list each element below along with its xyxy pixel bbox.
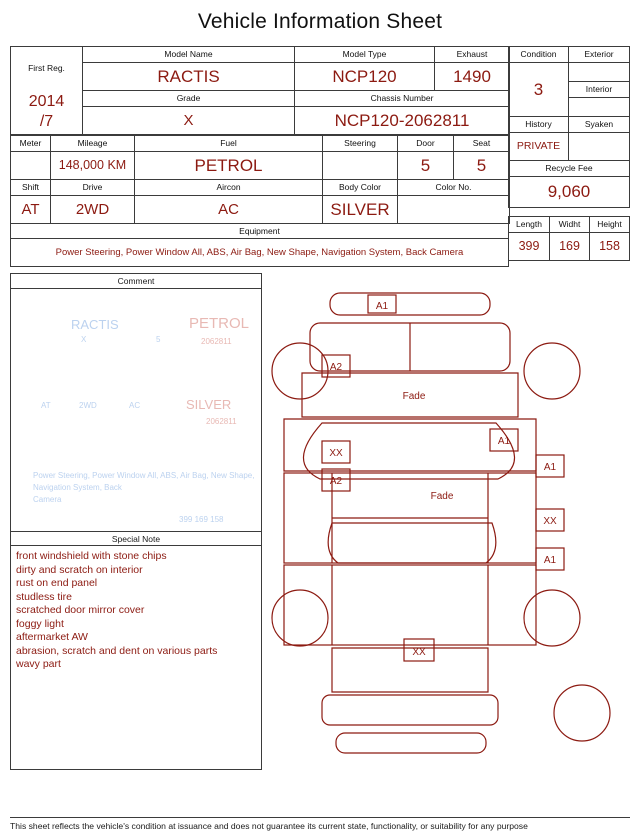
value-color-no: [398, 196, 510, 224]
comment-panel: [10, 273, 262, 770]
table-row: [11, 47, 510, 63]
list-item: foggy light: [16, 617, 64, 630]
equipment-table: [10, 223, 509, 267]
label-interior: Interior: [569, 82, 630, 98]
table-row: [11, 63, 510, 91]
label-history: History: [509, 117, 569, 133]
label-first-reg: First Reg.: [11, 47, 83, 91]
label-door: Door: [398, 136, 454, 152]
vehicle-details-right: [509, 46, 630, 261]
value-first-reg: [11, 91, 83, 135]
watermark-text: 2062811: [206, 417, 237, 426]
label-exterior: Exterior: [569, 47, 630, 63]
value-door: 5: [398, 152, 454, 180]
label-steering: Steering: [323, 136, 398, 152]
wheel-rear-right: [524, 590, 580, 646]
table-row: [509, 63, 630, 82]
diagram-mark-label: A1: [543, 462, 557, 473]
watermark-text: RACTIS: [71, 317, 119, 332]
vehicle-details-left: [10, 46, 509, 267]
watermark-text: 2WD: [79, 401, 97, 410]
rear-cabin-shape: [328, 523, 496, 563]
label-special-note: Special Note: [11, 531, 261, 546]
value-recycle-fee: 9,060: [509, 177, 630, 208]
watermark-text: 5: [156, 335, 161, 344]
value-exterior: [569, 63, 630, 82]
rear-lower-shape: [336, 733, 486, 753]
value-seat: 5: [454, 152, 510, 180]
wheel-front-right: [524, 343, 580, 399]
label-syaken: Syaken: [569, 117, 630, 133]
table-row: [509, 133, 630, 161]
diagram-mark-label: A2: [329, 476, 343, 487]
table-row: [11, 180, 510, 196]
label-fuel: Fuel: [135, 136, 323, 152]
table-row: [509, 47, 630, 63]
value-model-type: NCP120: [295, 63, 435, 91]
label-mileage: Mileage: [51, 136, 135, 152]
diagram-mark-label: Fade: [430, 491, 454, 502]
watermark-text: Power Steering, Power Window All, ABS, Air Bag, New Shape,: [33, 471, 255, 480]
list-item: rust on end panel: [16, 577, 98, 589]
body-lower-shape: [284, 565, 536, 645]
value-meter: [11, 152, 51, 180]
value-exhaust: 1490: [435, 63, 510, 91]
label-drive: Drive: [51, 180, 135, 196]
rear-bumper-shape: [322, 695, 498, 725]
value-history: PRIVATE: [509, 133, 569, 161]
footer-disclaimer: This sheet reflects the vehicle's condition at issuance and does not guarantee its current state, functionality, or suitability for any purpose: [10, 817, 630, 831]
comment-body: [11, 289, 261, 531]
value-aircon: AC: [135, 196, 323, 224]
diagram-mark-label: XX: [412, 647, 426, 658]
label-chassis-number: Chassis Number: [295, 91, 510, 107]
diagram-mark-label: Fade: [402, 391, 426, 402]
table-row: [509, 117, 630, 133]
value-steering: [323, 152, 398, 180]
label-meter: Meter: [11, 136, 51, 152]
table-row: [11, 136, 510, 152]
table-row: [509, 217, 630, 233]
table-row: [11, 107, 510, 135]
watermark-text: Camera: [33, 495, 62, 504]
value-fuel: PETROL: [135, 152, 323, 180]
label-exhaust: Exhaust: [435, 47, 510, 63]
front-bumper-shape: [330, 293, 490, 315]
label-aircon: Aircon: [135, 180, 323, 196]
value-model-name: RACTIS: [83, 63, 295, 91]
watermark-text: PETROL: [189, 315, 250, 332]
label-body-color: Body Color: [323, 180, 398, 196]
value-condition: 3: [509, 63, 569, 117]
label-comment: Comment: [11, 274, 261, 289]
watermark-text: 2062811: [201, 337, 232, 346]
inspection-section: [10, 273, 630, 770]
value-syaken: [569, 133, 630, 161]
value-first-reg-year: 2014: [28, 93, 65, 111]
diagram-mark-label: A2: [329, 362, 343, 373]
label-equipment: Equipment: [11, 224, 509, 239]
value-shift: AT: [11, 196, 51, 224]
table-row: [509, 161, 630, 177]
value-equipment: Power Steering, Power Window All, ABS, Air Bag, New Shape, Navigation System, Back Camera: [11, 239, 509, 267]
specs-table: [10, 135, 510, 224]
value-first-reg-month: /7: [39, 113, 54, 131]
condition-table: [508, 46, 630, 208]
value-width: 169: [550, 233, 590, 261]
list-item: aftermarket AW: [16, 631, 88, 643]
special-note-list: [11, 546, 261, 676]
label-model-name: Model Name: [83, 47, 295, 63]
value-mileage: 148,000 KM: [51, 152, 135, 180]
value-chassis-number: NCP120-2062811: [295, 107, 510, 135]
list-item: studless tire: [16, 590, 73, 603]
diagram-mark-label: XX: [329, 448, 343, 459]
table-row: [11, 239, 509, 267]
page-title: Vehicle Information Sheet: [197, 10, 443, 33]
label-shift: Shift: [11, 180, 51, 196]
label-grade: Grade: [83, 91, 295, 107]
label-recycle-fee: Recycle Fee: [509, 161, 630, 177]
watermark-text: Navigation System, Back: [33, 483, 122, 492]
table-row: [11, 152, 510, 180]
identity-table: [10, 46, 510, 135]
label-model-type: Model Type: [295, 47, 435, 63]
diagram-mark-label: XX: [543, 516, 557, 527]
vehicle-damage-diagram: [262, 273, 630, 770]
list-item: wavy part: [16, 658, 61, 670]
value-body-color: SILVER: [323, 196, 398, 224]
list-item: dirty and scratch on interior: [16, 563, 143, 576]
table-row: [11, 196, 510, 224]
dimensions-table: [508, 216, 630, 261]
spare-wheel: [554, 685, 610, 741]
watermark-text: X: [81, 335, 87, 344]
value-drive: 2WD: [51, 196, 135, 224]
car-outline-svg: [262, 273, 630, 770]
label-height: Height: [590, 217, 630, 233]
table-row: [11, 224, 509, 239]
value-length: 399: [509, 233, 550, 261]
value-grade: X: [83, 107, 295, 135]
value-height: 158: [590, 233, 630, 261]
label-color-no: Color No.: [398, 180, 510, 196]
watermark-text: AC: [129, 401, 141, 410]
diagram-mark-label: A1: [375, 301, 389, 312]
label-condition: Condition: [509, 47, 569, 63]
diagram-mark-label: A1: [543, 555, 557, 566]
trunk-shape: [332, 648, 488, 692]
label-seat: Seat: [454, 136, 510, 152]
diagram-mark-label: A1: [497, 436, 511, 447]
list-item: front windshield with stone chips: [16, 550, 167, 562]
watermark-text: AT: [41, 401, 51, 410]
label-length: Length: [509, 217, 550, 233]
watermark-text: SILVER: [186, 397, 232, 412]
watermark-text: 399 169 158: [179, 515, 224, 524]
list-item: scratched door mirror cover: [16, 604, 145, 616]
value-interior: [569, 98, 630, 117]
label-width: Widht: [550, 217, 590, 233]
wheel-rear-left: [272, 590, 328, 646]
table-row: [509, 233, 630, 261]
list-item: abrasion, scratch and dent on various parts: [16, 644, 218, 657]
table-row: [509, 177, 630, 208]
vehicle-details-section: [10, 46, 630, 267]
table-row: [11, 91, 510, 107]
